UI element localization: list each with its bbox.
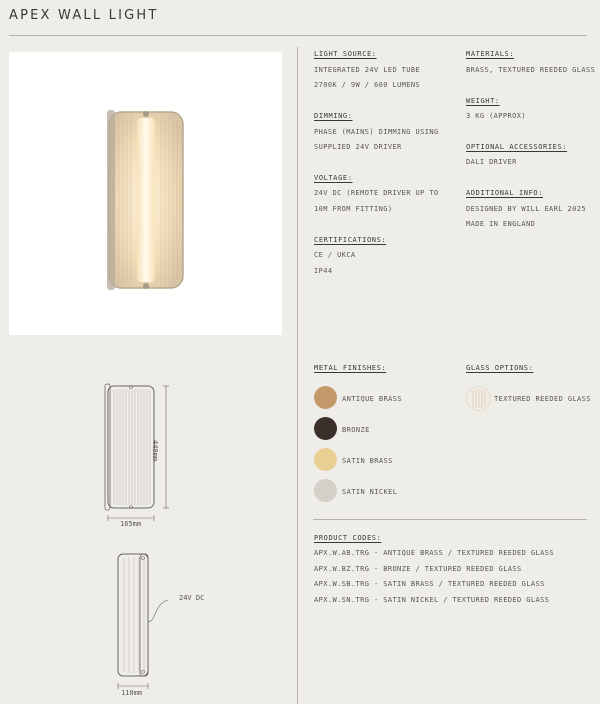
product-codes-label: PRODUCT CODES:	[314, 534, 382, 542]
voltage-line-2: 10M FROM FITTING)	[314, 205, 393, 213]
reeded-glass-swatch[interactable]	[466, 386, 491, 411]
antique-brass-swatch[interactable]	[314, 386, 337, 409]
voltage-line-1: 24V DC (REMOTE DRIVER UP TO	[314, 189, 439, 197]
light-source-line-2: 2700K / 9W / 600 LUMENS	[314, 81, 421, 89]
product-code-ab: APX.W.AB.TRG - ANTIQUE BRASS / TEXTURED REEDED GLASS	[314, 549, 554, 557]
additional-info-line-2: MADE IN ENGLAND	[466, 220, 536, 228]
bronze-label: BRONZE	[342, 426, 370, 434]
reeded-texture-icon	[467, 387, 490, 410]
depth-dimension: 110mm	[121, 689, 143, 697]
codes-divider	[313, 519, 587, 520]
weight-line-1: 3 KG (APPROX)	[466, 112, 526, 120]
reeded-glass-label: TEXTURED REEDED GLASS	[494, 395, 591, 403]
width-dimension: 165mm	[120, 520, 142, 528]
satin-nickel-label: SATIN NICKEL	[342, 488, 398, 496]
certifications-label: CERTIFICATIONS:	[314, 236, 387, 244]
dimming-line-1: PHASE (MAINS) DIMMING USING	[314, 128, 439, 136]
product-photo	[9, 52, 282, 335]
product-code-sn: APX.W.SN.TRG - SATIN NICKEL / TEXTURED REEDED GLASS	[314, 596, 550, 604]
product-code-sb: APX.W.SB.TRG - SATIN BRASS / TEXTURED REEDED GLASS	[314, 580, 545, 588]
additional-info-line-1: DESIGNED BY WILL EARL 2025	[466, 205, 586, 213]
accessories-label: OPTIONAL ACCESSORIES:	[466, 143, 568, 151]
certifications-line-2: IP44	[314, 267, 333, 275]
materials-label: MATERIALS:	[466, 50, 515, 58]
light-source-label: LIGHT SOURCE:	[314, 50, 377, 58]
weight-label: WEIGHT:	[466, 97, 500, 105]
column-divider	[297, 47, 298, 704]
glass-options-label: GLASS OPTIONS:	[466, 364, 534, 372]
materials-line-1: BRASS, TEXTURED REEDED GLASS	[466, 66, 596, 74]
dimming-line-2: SUPPLIED 24V DRIVER	[314, 143, 402, 151]
height-dimension: 440mm	[151, 440, 159, 462]
light-source-line-1: INTEGRATED 24V LED TUBE	[314, 66, 421, 74]
accessories-line-1: DALI DRIVER	[466, 158, 517, 166]
bronze-swatch[interactable]	[314, 417, 337, 440]
page-title: APEX WALL LIGHT	[9, 8, 159, 23]
additional-info-label: ADDITIONAL INFO:	[466, 189, 544, 197]
cable-label: 24V DC	[179, 594, 205, 602]
satin-nickel-swatch[interactable]	[314, 479, 337, 502]
wall-light-image	[9, 52, 282, 335]
antique-brass-label: ANTIQUE BRASS	[342, 395, 402, 403]
front-elevation-drawing	[100, 380, 180, 530]
header-divider	[9, 35, 587, 36]
certifications-line-1: CE / UKCA	[314, 251, 356, 259]
satin-brass-swatch[interactable]	[314, 448, 337, 471]
side-elevation-drawing	[110, 552, 220, 692]
dimming-label: DIMMING:	[314, 112, 353, 120]
product-code-bz: APX.W.BZ.TRG - BRONZE / TEXTURED REEDED GLASS	[314, 565, 522, 573]
satin-brass-label: SATIN BRASS	[342, 457, 393, 465]
voltage-label: VOLTAGE:	[314, 174, 353, 182]
metal-finishes-label: METAL FINISHES:	[314, 364, 387, 372]
